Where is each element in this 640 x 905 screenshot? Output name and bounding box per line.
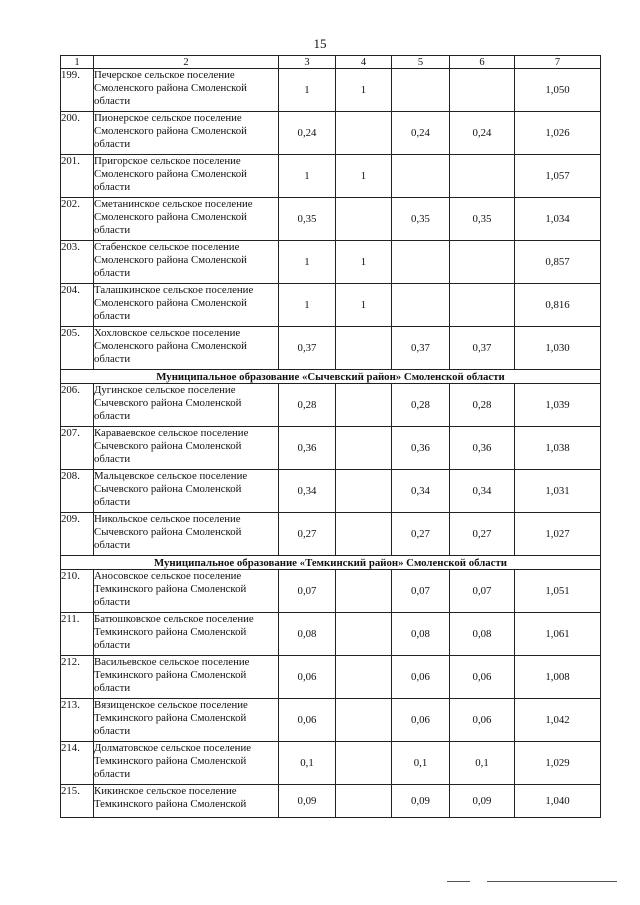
value-cell-c7: 1,039 <box>515 384 601 427</box>
value-cell-c3: 0,06 <box>279 699 336 742</box>
column-header: 4 <box>336 56 392 69</box>
table-row <box>61 570 601 613</box>
settlements-table <box>60 55 601 818</box>
table-row <box>61 327 601 370</box>
value-cell-c7: 1,040 <box>515 785 601 818</box>
value-cell-c4: 1 <box>336 241 392 284</box>
settlement-name <box>94 613 279 656</box>
value-cell-c5: 0,27 <box>392 513 450 556</box>
value-cell-c3: 0,28 <box>279 384 336 427</box>
value-cell-c4 <box>336 570 392 613</box>
value-cell-c3: 0,08 <box>279 613 336 656</box>
settlement-name-line: Смоленского района Смоленской <box>94 340 247 352</box>
row-number: 202. <box>61 198 94 241</box>
value-cell-c3: 0,07 <box>279 570 336 613</box>
settlement-name-line: Смоленского района Смоленской <box>94 168 247 180</box>
value-cell-c6: 0,36 <box>450 427 515 470</box>
settlement-name-line: Смоленского района Смоленской <box>94 125 247 137</box>
value-cell-c5: 0,37 <box>392 327 450 370</box>
value-cell-c7: 1,031 <box>515 470 601 513</box>
settlement-name <box>94 785 279 818</box>
column-header: 3 <box>279 56 336 69</box>
settlement-name-line: Васильевское сельское поселение <box>94 656 250 668</box>
value-cell-c4 <box>336 656 392 699</box>
table-row <box>61 198 601 241</box>
value-cell-c5: 0,36 <box>392 427 450 470</box>
column-header: 6 <box>450 56 515 69</box>
value-cell-c4 <box>336 327 392 370</box>
value-cell-c7: 1,034 <box>515 198 601 241</box>
value-cell-c5: 0,1 <box>392 742 450 785</box>
value-cell-c3: 0,09 <box>279 785 336 818</box>
value-cell-c5: 0,07 <box>392 570 450 613</box>
value-cell-c7: 1,027 <box>515 513 601 556</box>
settlement-name-line: Темкинского района Смоленской <box>94 583 247 595</box>
value-cell-c4: 1 <box>336 69 392 112</box>
row-number: 207. <box>61 427 94 470</box>
settlement-name-line: области <box>94 267 131 279</box>
value-cell-c3: 1 <box>279 284 336 327</box>
settlement-name <box>94 513 279 556</box>
row-number: 206. <box>61 384 94 427</box>
value-cell-c6 <box>450 155 515 198</box>
value-cell-c7: 1,038 <box>515 427 601 470</box>
settlement-name-line: области <box>94 682 131 694</box>
settlement-name <box>94 656 279 699</box>
table-row <box>61 284 601 327</box>
table-row <box>61 241 601 284</box>
value-cell-c7: 1,026 <box>515 112 601 155</box>
settlement-name-line: области <box>94 310 131 322</box>
settlement-name-line: области <box>94 138 131 150</box>
value-cell-c4 <box>336 384 392 427</box>
settlement-name-line: области <box>94 353 131 365</box>
column-header: 2 <box>94 56 279 69</box>
value-cell-c6: 0,07 <box>450 570 515 613</box>
section-header-row <box>61 556 601 570</box>
settlement-name <box>94 699 279 742</box>
settlement-name-line: Караваевское сельское поселение <box>94 427 249 439</box>
row-number: 204. <box>61 284 94 327</box>
table-row <box>61 742 601 785</box>
settlement-name <box>94 427 279 470</box>
row-number: 209. <box>61 513 94 556</box>
value-cell-c5 <box>392 284 450 327</box>
value-cell-c5: 0,35 <box>392 198 450 241</box>
table-row <box>61 613 601 656</box>
value-cell-c3: 1 <box>279 241 336 284</box>
column-header: 5 <box>392 56 450 69</box>
value-cell-c6: 0,09 <box>450 785 515 818</box>
settlement-name <box>94 155 279 198</box>
settlement-name-line: Хохловское сельское поселение <box>94 327 241 339</box>
value-cell-c7: 1,050 <box>515 69 601 112</box>
value-cell-c3: 0,34 <box>279 470 336 513</box>
value-cell-c3: 0,36 <box>279 427 336 470</box>
row-number: 213. <box>61 699 94 742</box>
row-number: 212. <box>61 656 94 699</box>
value-cell-c7: 1,051 <box>515 570 601 613</box>
table-row <box>61 112 601 155</box>
row-number: 199. <box>61 69 94 112</box>
table-row <box>61 656 601 699</box>
row-number: 211. <box>61 613 94 656</box>
settlement-name-line: области <box>94 768 131 780</box>
value-cell-c4 <box>336 470 392 513</box>
value-cell-c4 <box>336 699 392 742</box>
settlement-name-line: Батюшковское сельское поселение <box>94 613 254 625</box>
value-cell-c5: 0,34 <box>392 470 450 513</box>
value-cell-c7: 1,042 <box>515 699 601 742</box>
value-cell-c4 <box>336 742 392 785</box>
settlement-name-line: области <box>94 224 131 236</box>
value-cell-c3: 0,35 <box>279 198 336 241</box>
value-cell-c3: 0,24 <box>279 112 336 155</box>
value-cell-c4 <box>336 427 392 470</box>
settlement-name-line: Сметанинское сельское поселение <box>94 198 253 210</box>
table-row <box>61 513 601 556</box>
row-number: 205. <box>61 327 94 370</box>
column-header: 1 <box>61 56 94 69</box>
table-row <box>61 785 601 818</box>
settlement-name <box>94 384 279 427</box>
settlement-name-line: Долматовское сельское поселение <box>94 742 252 754</box>
settlement-name-line: области <box>94 639 131 651</box>
value-cell-c4 <box>336 513 392 556</box>
value-cell-c6: 0,37 <box>450 327 515 370</box>
settlement-name <box>94 327 279 370</box>
settlement-name-line: области <box>94 453 131 465</box>
settlement-name-line: Аносовское сельское поселение <box>94 570 242 582</box>
settlement-name <box>94 112 279 155</box>
row-number: 203. <box>61 241 94 284</box>
settlement-name-line: области <box>94 181 131 193</box>
row-number: 214. <box>61 742 94 785</box>
table-row <box>61 470 601 513</box>
signature-line-short <box>447 881 470 882</box>
value-cell-c4 <box>336 198 392 241</box>
value-cell-c6: 0,1 <box>450 742 515 785</box>
value-cell-c6: 0,27 <box>450 513 515 556</box>
settlement-name-line: Никольское сельское поселение <box>94 513 241 525</box>
settlement-name-line: области <box>94 496 131 508</box>
table-row <box>61 155 601 198</box>
settlement-name-line: Темкинского района Смоленской <box>94 798 247 810</box>
page-number: 15 <box>313 36 327 51</box>
row-number: 208. <box>61 470 94 513</box>
settlement-name-line: области <box>94 725 131 737</box>
settlement-name-line: Кикинское сельское поселение <box>94 785 237 797</box>
settlement-name-line: Темкинского района Смоленской <box>94 669 247 681</box>
settlement-name-line: Вязищенское сельское поселение <box>94 699 248 711</box>
settlement-name-line: Смоленского района Смоленской <box>94 297 247 309</box>
table-row <box>61 699 601 742</box>
table-row <box>61 384 601 427</box>
value-cell-c7: 0,816 <box>515 284 601 327</box>
value-cell-c3: 0,06 <box>279 656 336 699</box>
value-cell-c5: 0,08 <box>392 613 450 656</box>
column-header: 7 <box>515 56 601 69</box>
value-cell-c7: 1,029 <box>515 742 601 785</box>
value-cell-c5: 0,06 <box>392 699 450 742</box>
row-number: 215. <box>61 785 94 818</box>
value-cell-c4: 1 <box>336 155 392 198</box>
settlement-name <box>94 241 279 284</box>
value-cell-c6: 0,24 <box>450 112 515 155</box>
settlement-name-line: Сычевского района Смоленской <box>94 526 242 538</box>
settlement-name <box>94 284 279 327</box>
settlement-name-line: Печерское сельское поселение <box>94 69 235 81</box>
row-number: 210. <box>61 570 94 613</box>
value-cell-c6 <box>450 284 515 327</box>
value-cell-c3: 0,1 <box>279 742 336 785</box>
value-cell-c5: 0,28 <box>392 384 450 427</box>
value-cell-c5: 0,09 <box>392 785 450 818</box>
value-cell-c6 <box>450 241 515 284</box>
value-cell-c7: 0,857 <box>515 241 601 284</box>
settlement-name-line: области <box>94 95 131 107</box>
settlement-name-line: области <box>94 410 131 422</box>
row-number: 200. <box>61 112 94 155</box>
settlement-name <box>94 570 279 613</box>
value-cell-c4 <box>336 613 392 656</box>
value-cell-c7: 1,030 <box>515 327 601 370</box>
value-cell-c6 <box>450 69 515 112</box>
signature-line-long <box>487 881 617 882</box>
value-cell-c6: 0,08 <box>450 613 515 656</box>
row-number: 201. <box>61 155 94 198</box>
value-cell-c7: 1,061 <box>515 613 601 656</box>
value-cell-c5: 0,06 <box>392 656 450 699</box>
section-header-row <box>61 370 601 384</box>
settlement-name-line: Смоленского района Смоленской <box>94 211 247 223</box>
section-title: Муниципальное образование «Сычевский район» Смоленской области <box>61 370 601 384</box>
settlement-name-line: Смоленского района Смоленской <box>94 82 247 94</box>
settlement-name-line: Мальцевское сельское поселение <box>94 470 248 482</box>
value-cell-c6: 0,35 <box>450 198 515 241</box>
settlement-name <box>94 742 279 785</box>
table-body <box>61 69 601 818</box>
settlement-name-line: Темкинского района Смоленской <box>94 712 247 724</box>
value-cell-c6: 0,34 <box>450 470 515 513</box>
value-cell-c7: 1,008 <box>515 656 601 699</box>
settlement-name-line: области <box>94 539 131 551</box>
value-cell-c6: 0,28 <box>450 384 515 427</box>
settlement-name-line: Темкинского района Смоленской <box>94 755 247 767</box>
settlement-name-line: Сычевского района Смоленской <box>94 440 242 452</box>
settlement-name-line: Дугинское сельское поселение <box>94 384 236 396</box>
settlement-name <box>94 470 279 513</box>
table-row <box>61 427 601 470</box>
settlement-name-line: Сычевского района Смоленской <box>94 483 242 495</box>
column-header-row <box>61 56 601 69</box>
value-cell-c4 <box>336 112 392 155</box>
value-cell-c7: 1,057 <box>515 155 601 198</box>
value-cell-c4 <box>336 785 392 818</box>
value-cell-c5 <box>392 241 450 284</box>
settlement-name-line: Сычевского района Смоленской <box>94 397 242 409</box>
settlement-name-line: Пионерское сельское поселение <box>94 112 242 124</box>
value-cell-c6: 0,06 <box>450 699 515 742</box>
value-cell-c3: 0,27 <box>279 513 336 556</box>
section-title: Муниципальное образование «Темкинский район» Смоленской области <box>61 556 601 570</box>
value-cell-c6: 0,06 <box>450 656 515 699</box>
settlement-name <box>94 198 279 241</box>
settlement-name <box>94 69 279 112</box>
value-cell-c5 <box>392 69 450 112</box>
settlement-name-line: Смоленского района Смоленской <box>94 254 247 266</box>
settlement-name-line: Темкинского района Смоленской <box>94 626 247 638</box>
value-cell-c3: 1 <box>279 155 336 198</box>
value-cell-c4: 1 <box>336 284 392 327</box>
value-cell-c3: 1 <box>279 69 336 112</box>
value-cell-c5: 0,24 <box>392 112 450 155</box>
table-row <box>61 69 601 112</box>
value-cell-c3: 0,37 <box>279 327 336 370</box>
settlement-name-line: Стабенское сельское поселение <box>94 241 240 253</box>
value-cell-c5 <box>392 155 450 198</box>
settlement-name-line: Пригорское сельское поселение <box>94 155 241 167</box>
settlement-name-line: Талашкинское сельское поселение <box>94 284 254 296</box>
settlement-name-line: области <box>94 596 131 608</box>
